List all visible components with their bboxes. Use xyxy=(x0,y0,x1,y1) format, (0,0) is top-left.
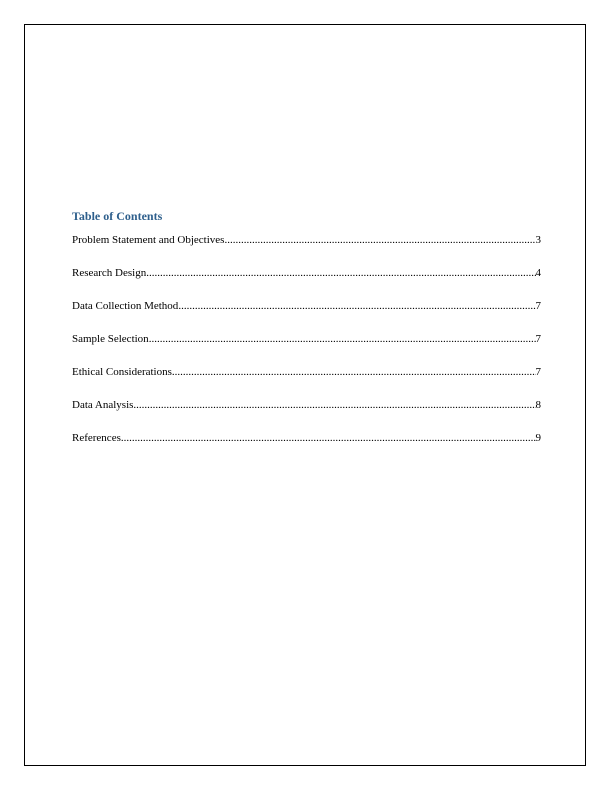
toc-entry-page: 7 xyxy=(535,366,541,378)
toc-entry-ethical-considerations[interactable] xyxy=(72,365,541,379)
toc-entry-references[interactable] xyxy=(72,431,541,445)
toc-dot-leader xyxy=(224,233,535,247)
toc-entry-title: References xyxy=(72,432,121,444)
toc-entry-page: 3 xyxy=(535,234,541,246)
table-of-contents xyxy=(72,208,541,464)
toc-entry-title: Ethical Considerations xyxy=(72,366,172,378)
toc-entry-data-collection-method[interactable] xyxy=(72,299,541,313)
toc-entry-page: 8 xyxy=(535,399,541,411)
toc-dot-leader xyxy=(133,398,535,412)
toc-dot-leader xyxy=(149,332,536,346)
toc-dot-leader xyxy=(172,365,536,379)
toc-entry-sample-selection[interactable] xyxy=(72,332,541,346)
toc-entry-page: 9 xyxy=(535,432,541,444)
toc-entry-title: Problem Statement and Objectives xyxy=(72,234,225,246)
toc-entry-title: Data Collection Method xyxy=(72,300,179,312)
toc-entry-page: 7 xyxy=(535,300,541,312)
toc-entry-research-design[interactable] xyxy=(72,266,541,280)
toc-entry-page: 4 xyxy=(535,267,541,279)
toc-dot-leader xyxy=(146,266,535,280)
toc-entry-data-analysis[interactable] xyxy=(72,398,541,412)
toc-entry-title: Sample Selection xyxy=(72,333,149,345)
toc-entry-title: Research Design xyxy=(72,267,147,279)
toc-dot-leader xyxy=(178,299,535,313)
toc-dot-leader xyxy=(121,431,536,445)
toc-entry-problem-statement[interactable] xyxy=(72,233,541,247)
toc-entry-page: 7 xyxy=(535,333,541,345)
toc-heading: Table of Contents xyxy=(72,209,163,223)
toc-entry-title: Data Analysis xyxy=(72,399,134,411)
